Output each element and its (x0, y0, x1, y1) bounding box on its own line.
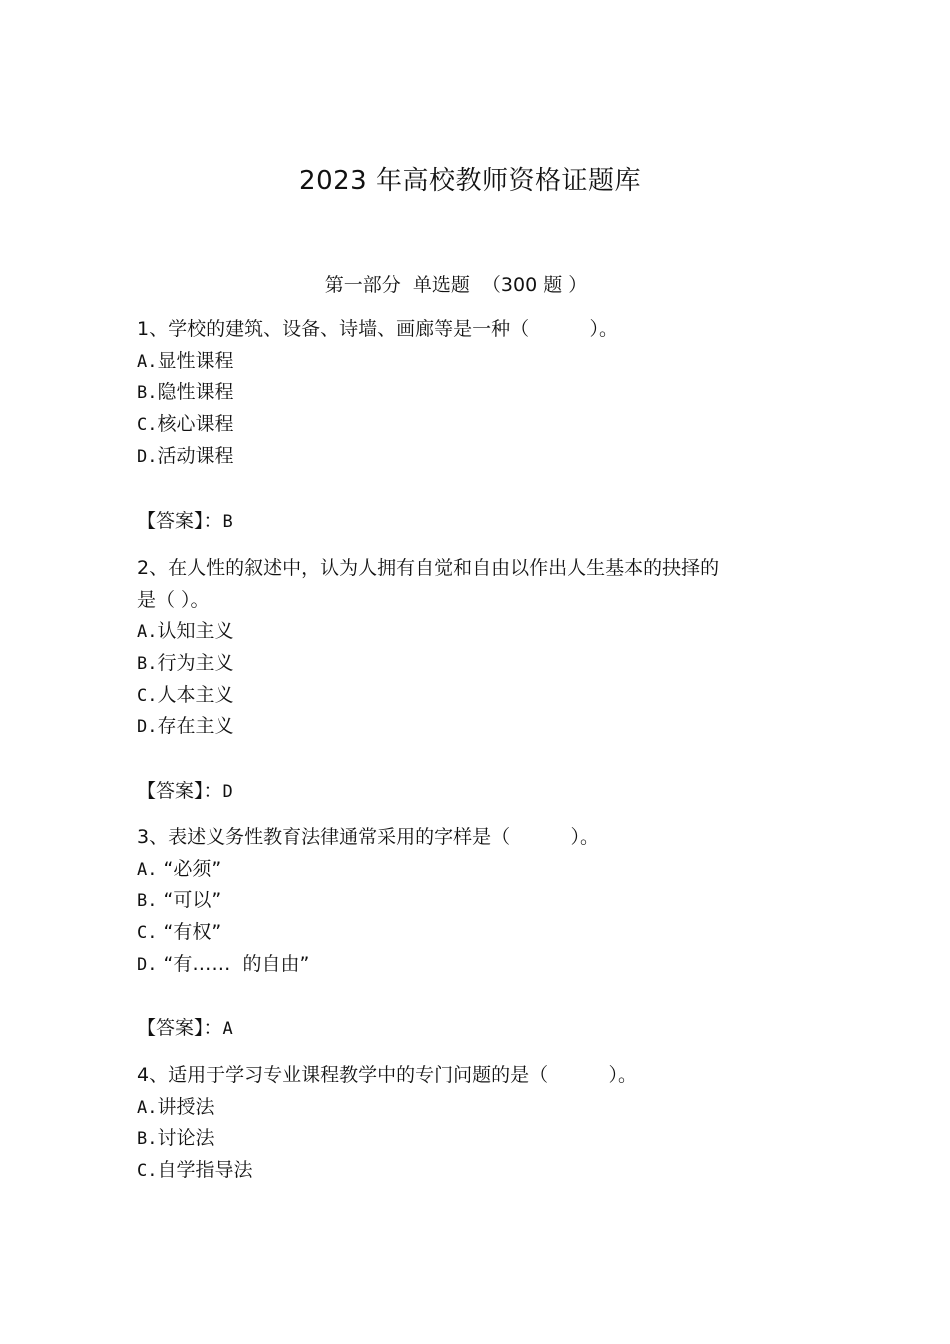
option-text: 讨论法 (157, 1127, 215, 1150)
answer-2 (137, 775, 233, 807)
option-c (137, 1155, 797, 1187)
option-text: 显性课程 (157, 349, 234, 372)
answer-value: D (222, 782, 233, 802)
option-text: 存在主义 (157, 715, 234, 738)
option-b (137, 1123, 797, 1155)
option-text: “有…… 的自由” (157, 952, 310, 975)
option-letter: A. (137, 622, 158, 643)
question-3 (137, 822, 797, 980)
answer-1 (137, 505, 233, 537)
option-text: 认知主义 (157, 620, 234, 643)
question-2 (137, 553, 797, 743)
answer-value: A (222, 1019, 233, 1039)
document-title: 2023 年高校教师资格证题库 (299, 166, 641, 196)
question-stem: 1、学校的建筑、设备、诗墙、画廊等是一种（ ）。 (137, 318, 618, 340)
option-letter: A. (137, 351, 158, 372)
option-text: 行为主义 (157, 652, 234, 675)
option-c (137, 409, 797, 441)
option-d (137, 949, 797, 981)
option-b (137, 377, 797, 409)
option-text: 人本主义 (157, 683, 234, 706)
option-a (137, 616, 797, 648)
option-letter: B. (137, 891, 158, 912)
question-4 (137, 1060, 797, 1187)
option-b (137, 885, 797, 917)
option-text: 讲授法 (157, 1095, 215, 1118)
option-letter: B. (137, 1129, 158, 1150)
section-heading: 第一部分 单选题 （300 题 ） (324, 274, 588, 296)
answer-label: 【答案】： (137, 1017, 223, 1039)
option-letter: A. (137, 1097, 158, 1118)
option-letter: C. (137, 1161, 158, 1182)
question-stem: 4、适用于学习专业课程教学中的专门问题的是（ ）。 (137, 1064, 637, 1086)
option-text: “必须” (157, 857, 222, 880)
answer-3 (137, 1012, 233, 1044)
option-letter: D. (137, 954, 158, 975)
option-d (137, 441, 797, 473)
question-stem: 2、在人性的叙述中，认为人拥有自觉和自由以作出人生基本的抉择的 (137, 557, 720, 579)
option-letter: B. (137, 383, 158, 404)
question-stem: 3、表述义务性教育法律通常采用的字样是（ ）。 (137, 826, 599, 848)
option-text: 自学指导法 (157, 1159, 253, 1182)
option-b (137, 648, 797, 680)
option-letter: D. (137, 446, 158, 467)
option-letter: C. (137, 923, 158, 944)
option-c (137, 680, 797, 712)
question-stem-continued: 是（ ）。 (137, 588, 210, 611)
option-d (137, 711, 797, 743)
option-text: 核心课程 (157, 413, 234, 436)
option-c (137, 917, 797, 949)
answer-label: 【答案】： (137, 510, 223, 532)
option-text: 活动课程 (157, 444, 234, 467)
option-letter: C. (137, 415, 158, 436)
option-a (137, 1092, 797, 1124)
question-1 (137, 314, 797, 472)
option-text: 隐性课程 (157, 381, 234, 404)
option-text: “可以” (157, 889, 222, 912)
option-letter: D. (137, 717, 158, 738)
answer-value: B (222, 512, 233, 532)
option-a (137, 854, 797, 886)
option-letter: A. (137, 859, 158, 880)
option-letter: C. (137, 685, 158, 706)
option-letter: B. (137, 654, 158, 675)
option-text: “有权” (157, 921, 222, 944)
answer-label: 【答案】： (137, 780, 223, 802)
option-a (137, 346, 797, 378)
